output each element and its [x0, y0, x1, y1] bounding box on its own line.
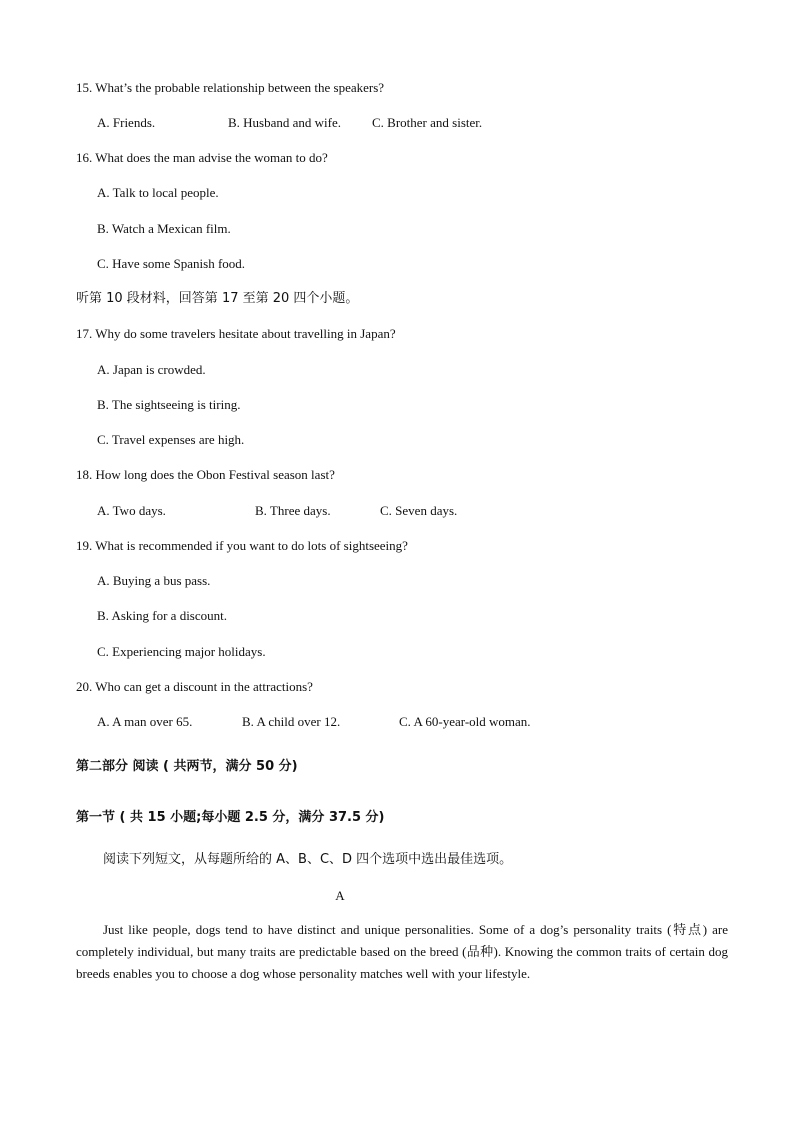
question-16-option-b: B. Watch a Mexican film.	[97, 221, 231, 236]
question-20-option-b: B. A child over 12.	[242, 714, 341, 729]
question-20-option-c: C. A 60-year-old woman.	[399, 714, 531, 729]
part-two-heading: 第二部分 阅读 ( 共两节，满分 50 分)	[76, 759, 298, 774]
question-16-stem: 16. What does the man advise the woman to do?	[76, 150, 328, 165]
question-18-option-a: A. Two days.	[97, 503, 166, 518]
passage-paragraph: Just like people, dogs tend to have distinct and unique personalities. Some of a dog’s personality traits (特点) are completely individual, but many traits are predictable based on the breed (品种). Knowing the common traits of certain dog breeds enables you to choose a dog whose personality matches well with your lifestyle.	[76, 922, 728, 981]
question-18-option-b: B. Three days.	[255, 503, 331, 518]
question-19-stem: 19. What is recommended if you want to do lots of sightseeing?	[76, 538, 408, 553]
question-20-option-a: A. A man over 65.	[97, 714, 193, 729]
listening-instruction: 听第 10 段材料，回答第 17 至第 20 四个小题。	[76, 291, 359, 306]
reading-instruction: 阅读下列短文，从每题所给的 A、B、C、D 四个选项中选出最佳选项。	[103, 852, 513, 867]
question-19-option-b: B. Asking for a discount.	[97, 608, 227, 623]
question-18-stem: 18. How long does the Obon Festival season last?	[76, 467, 335, 482]
question-15-option-a: A. Friends.	[97, 115, 156, 130]
question-17-option-c: C. Travel expenses are high.	[97, 432, 245, 447]
question-16-option-a: A. Talk to local people.	[97, 185, 219, 200]
question-20-stem: 20. Who can get a discount in the attractions?	[76, 679, 313, 694]
question-15-option-c: C. Brother and sister.	[372, 115, 483, 130]
question-15-stem: 15. What’s the probable relationship between the speakers?	[76, 80, 385, 95]
section-one-heading: 第一节 ( 共 15 小题;每小题 2.5 分，满分 37.5 分)	[76, 810, 385, 825]
question-17-stem: 17. Why do some travelers hesitate about travelling in Japan?	[76, 326, 396, 341]
question-19-option-c: C. Experiencing major holidays.	[97, 644, 266, 659]
question-15-option-b: B. Husband and wife.	[228, 115, 342, 130]
question-17-option-b: B. The sightseeing is tiring.	[97, 397, 241, 412]
question-17-option-a: A. Japan is crowded.	[97, 362, 206, 377]
question-19-option-a: A. Buying a bus pass.	[97, 573, 211, 588]
question-16-option-c: C. Have some Spanish food.	[97, 256, 246, 271]
passage-label: A	[335, 888, 345, 903]
question-18-option-c: C. Seven days.	[380, 503, 458, 518]
